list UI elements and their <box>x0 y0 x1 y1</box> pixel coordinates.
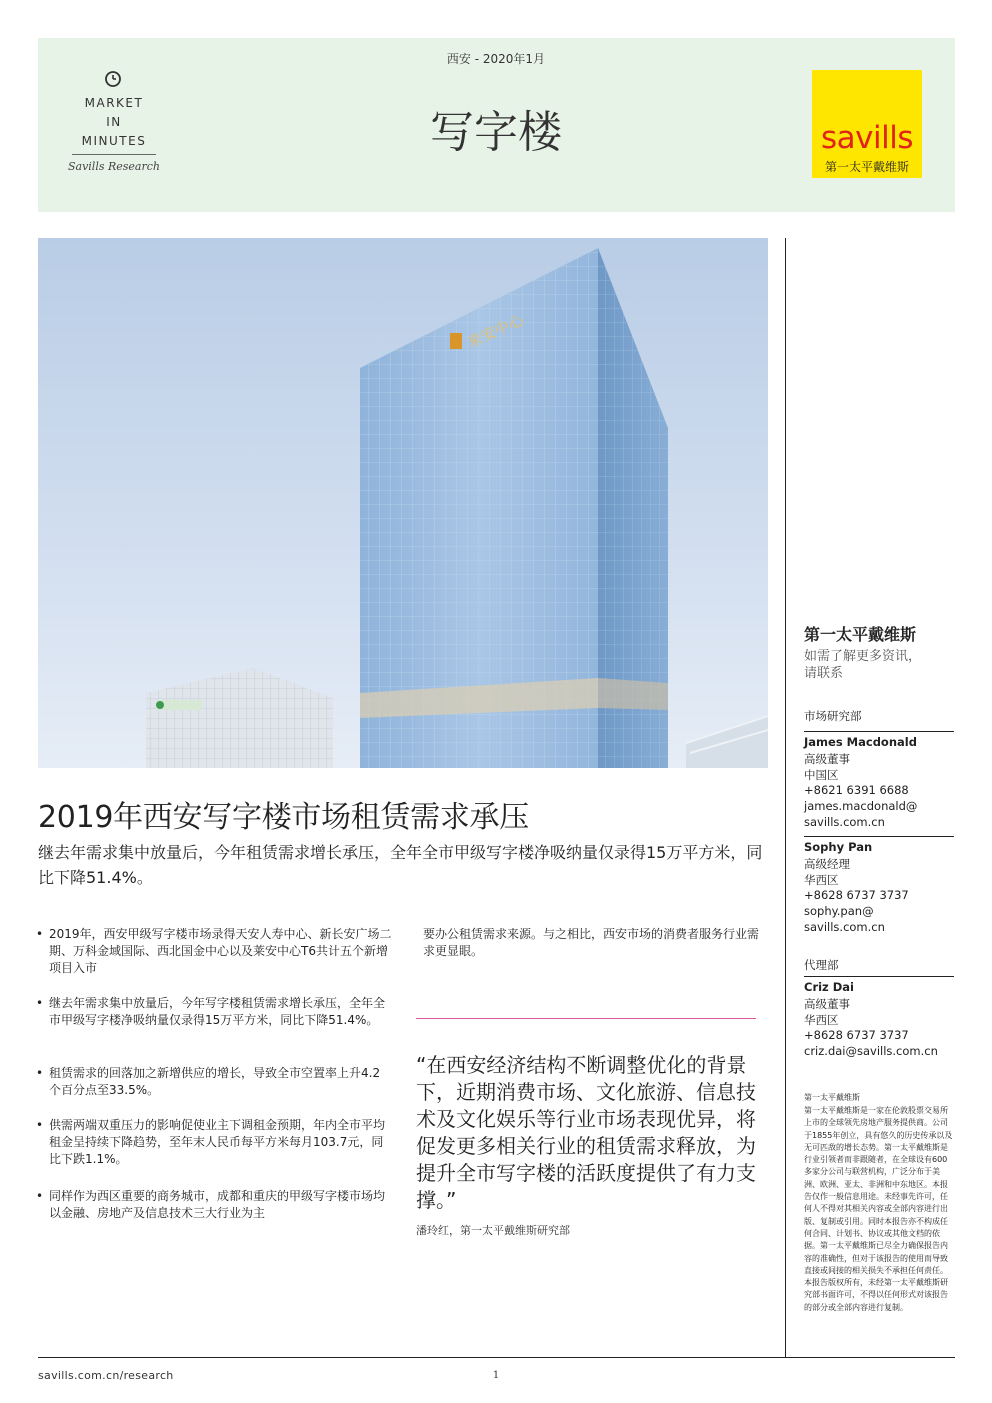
savills-logo-cn: 第一太平戴维斯 <box>824 160 909 174</box>
contact-name: Criz Dai <box>804 980 854 994</box>
contact-region: 华西区 <box>804 873 839 887</box>
contact-phone[interactable]: +8628 6737 3737 <box>804 888 909 902</box>
list-item <box>36 995 392 1029</box>
quote-divider <box>416 1018 756 1019</box>
contact-title: 高级董事 <box>804 997 850 1011</box>
contact-email[interactable]: savills.com.cn <box>804 815 885 829</box>
list-item <box>36 926 392 977</box>
department-label: 代理部 <box>804 958 839 972</box>
contact-title: 高级董事 <box>804 752 850 766</box>
logo-text-minutes: MINUTES <box>81 134 147 148</box>
list-item-text: 同样作为西区重要的商务城市，成都和重庆的甲级写字楼市场均以金融、房地产及信息技术三大行业为主 <box>49 1189 386 1220</box>
contact-divider <box>804 731 954 732</box>
clock-icon <box>104 70 122 88</box>
logo-divider <box>72 154 156 155</box>
list-item <box>36 1117 392 1168</box>
footer-link[interactable]: savills.com.cn/research <box>38 1369 174 1382</box>
bullet-dot-icon: • <box>36 1189 44 1203</box>
list-item <box>36 1065 392 1099</box>
contacts-subtitle: 如需了解更多资讯， <box>804 649 922 664</box>
contact-phone[interactable]: +8621 6391 6688 <box>804 783 909 797</box>
logo-text-in: IN <box>106 115 122 129</box>
contact-email[interactable]: savills.com.cn <box>804 920 885 934</box>
list-item-text: 供需两端双重压力的影响促使业主下调租金预期，年内全市平均租金呈持续下降趋势，至年末人民币每平方米每月103.7元，同比下跌1.1%。 <box>49 1118 386 1166</box>
hero-image <box>38 238 768 768</box>
bullet-dot-icon: • <box>36 1118 44 1132</box>
contact-name: James Macdonald <box>804 735 917 749</box>
contact-title: 高级经理 <box>804 857 850 871</box>
bullet-dot-icon: • <box>36 1066 44 1080</box>
logo-text-market: MARKET <box>84 96 144 110</box>
quote-attribution: 潘玲红，第一太平戴维斯研究部 <box>416 1224 570 1237</box>
contact-email[interactable]: criz.dai@savills.com.cn <box>804 1044 938 1058</box>
department-label: 市场研究部 <box>804 709 862 723</box>
page-title: 写字楼 <box>430 107 562 158</box>
contacts-title: 第一太平戴维斯 <box>804 625 917 644</box>
article-headline: 2019年西安写字楼市场租赁需求承压 <box>38 800 529 835</box>
page-number: 1 <box>492 1370 500 1381</box>
bullet-dot-icon: • <box>36 996 44 1010</box>
column-divider <box>785 238 786 1358</box>
list-item-text: 2019年，西安甲级写字楼市场录得天安人寿中心、新长安广场二期、万科金域国际、西北国金中心以及莱安中心T6共计五个新增项目入市 <box>49 927 392 975</box>
contact-name: Sophy Pan <box>804 840 873 854</box>
list-item-text: 继去年需求集中放量后，今年写字楼租赁需求增长承压，全年全市甲级写字楼净吸纳量仅录得15万平方米，同比下降51.4%。 <box>49 996 386 1027</box>
contact-region: 华西区 <box>804 1013 839 1027</box>
contact-divider <box>804 976 954 977</box>
contact-email[interactable]: sophy.pan@ <box>804 904 874 918</box>
contact-email[interactable]: james.macdonald@ <box>804 799 918 813</box>
footer-divider <box>38 1357 955 1358</box>
logo-subtitle: Savills Research <box>67 160 160 173</box>
hero-sign-text: 来安中心 <box>464 310 527 352</box>
article-subhead: 继去年需求集中放量后，今年租赁需求增长承压，全年全市甲级写字楼净吸纳量仅录得15万平方米，同比下降51.4%。 <box>38 843 763 887</box>
bullet-dot-icon: • <box>36 927 44 941</box>
contact-divider <box>804 836 954 837</box>
list-item <box>36 1188 392 1222</box>
disclaimer-title: 第一太平戴维斯 <box>804 1093 860 1102</box>
contact-region: 中国区 <box>804 768 839 782</box>
dateline: 西安 - 2020年1月 <box>446 52 546 66</box>
disclaimer-body: 第一太平戴维斯是一家在伦敦股票交易所上市的全球领先房地产服务提供商。公司于1855年创立，具有悠久的历史传承以及无可匹敌的增长态势。第一太平戴维斯是行业引领者而非跟随者，在全球设有600多家分公司与联营机构，广泛分布于美洲、欧洲、亚太、非洲和中东地区。本报告仅作一般信息用途。未经事先许可，任何人不得对其相关内容或全部内容进行出版、复制或引用。同时本报告亦不构成任何合同、计划书、协议或其他文档的依据。第一太平戴维斯已尽全力确保报告内容的准确性，但对于该报告的使用而导致直接或间接的相关损失不承担任何责任。本报告版权所有，未经第一太平戴维斯研究部书面许可，不得以任何形式对该报告的部分或全部内容进行复制。 <box>804 1106 953 1312</box>
continued-text: 要办公租赁需求来源。与之相比，西安市场的消费者服务行业需求更显眼。 <box>423 927 760 958</box>
pull-quote: “在西安经济结构不断调整优化的背景下，近期消费市场、文化旅游、信息技术及文化娱乐等行业市场表现优异，将促发更多相关行业的租赁需求释放，为提升全市写字楼的活跃度提供了有力支撑。” <box>416 1053 756 1212</box>
list-item-text: 租赁需求的回落加之新增供应的增长，导致全市空置率上升4.2个百分点至33.5%。 <box>49 1066 381 1097</box>
contact-phone[interactable]: +8628 6737 3737 <box>804 1028 909 1042</box>
contacts-subtitle: 请联系 <box>804 666 844 681</box>
savills-logo-word: savills <box>821 120 913 156</box>
